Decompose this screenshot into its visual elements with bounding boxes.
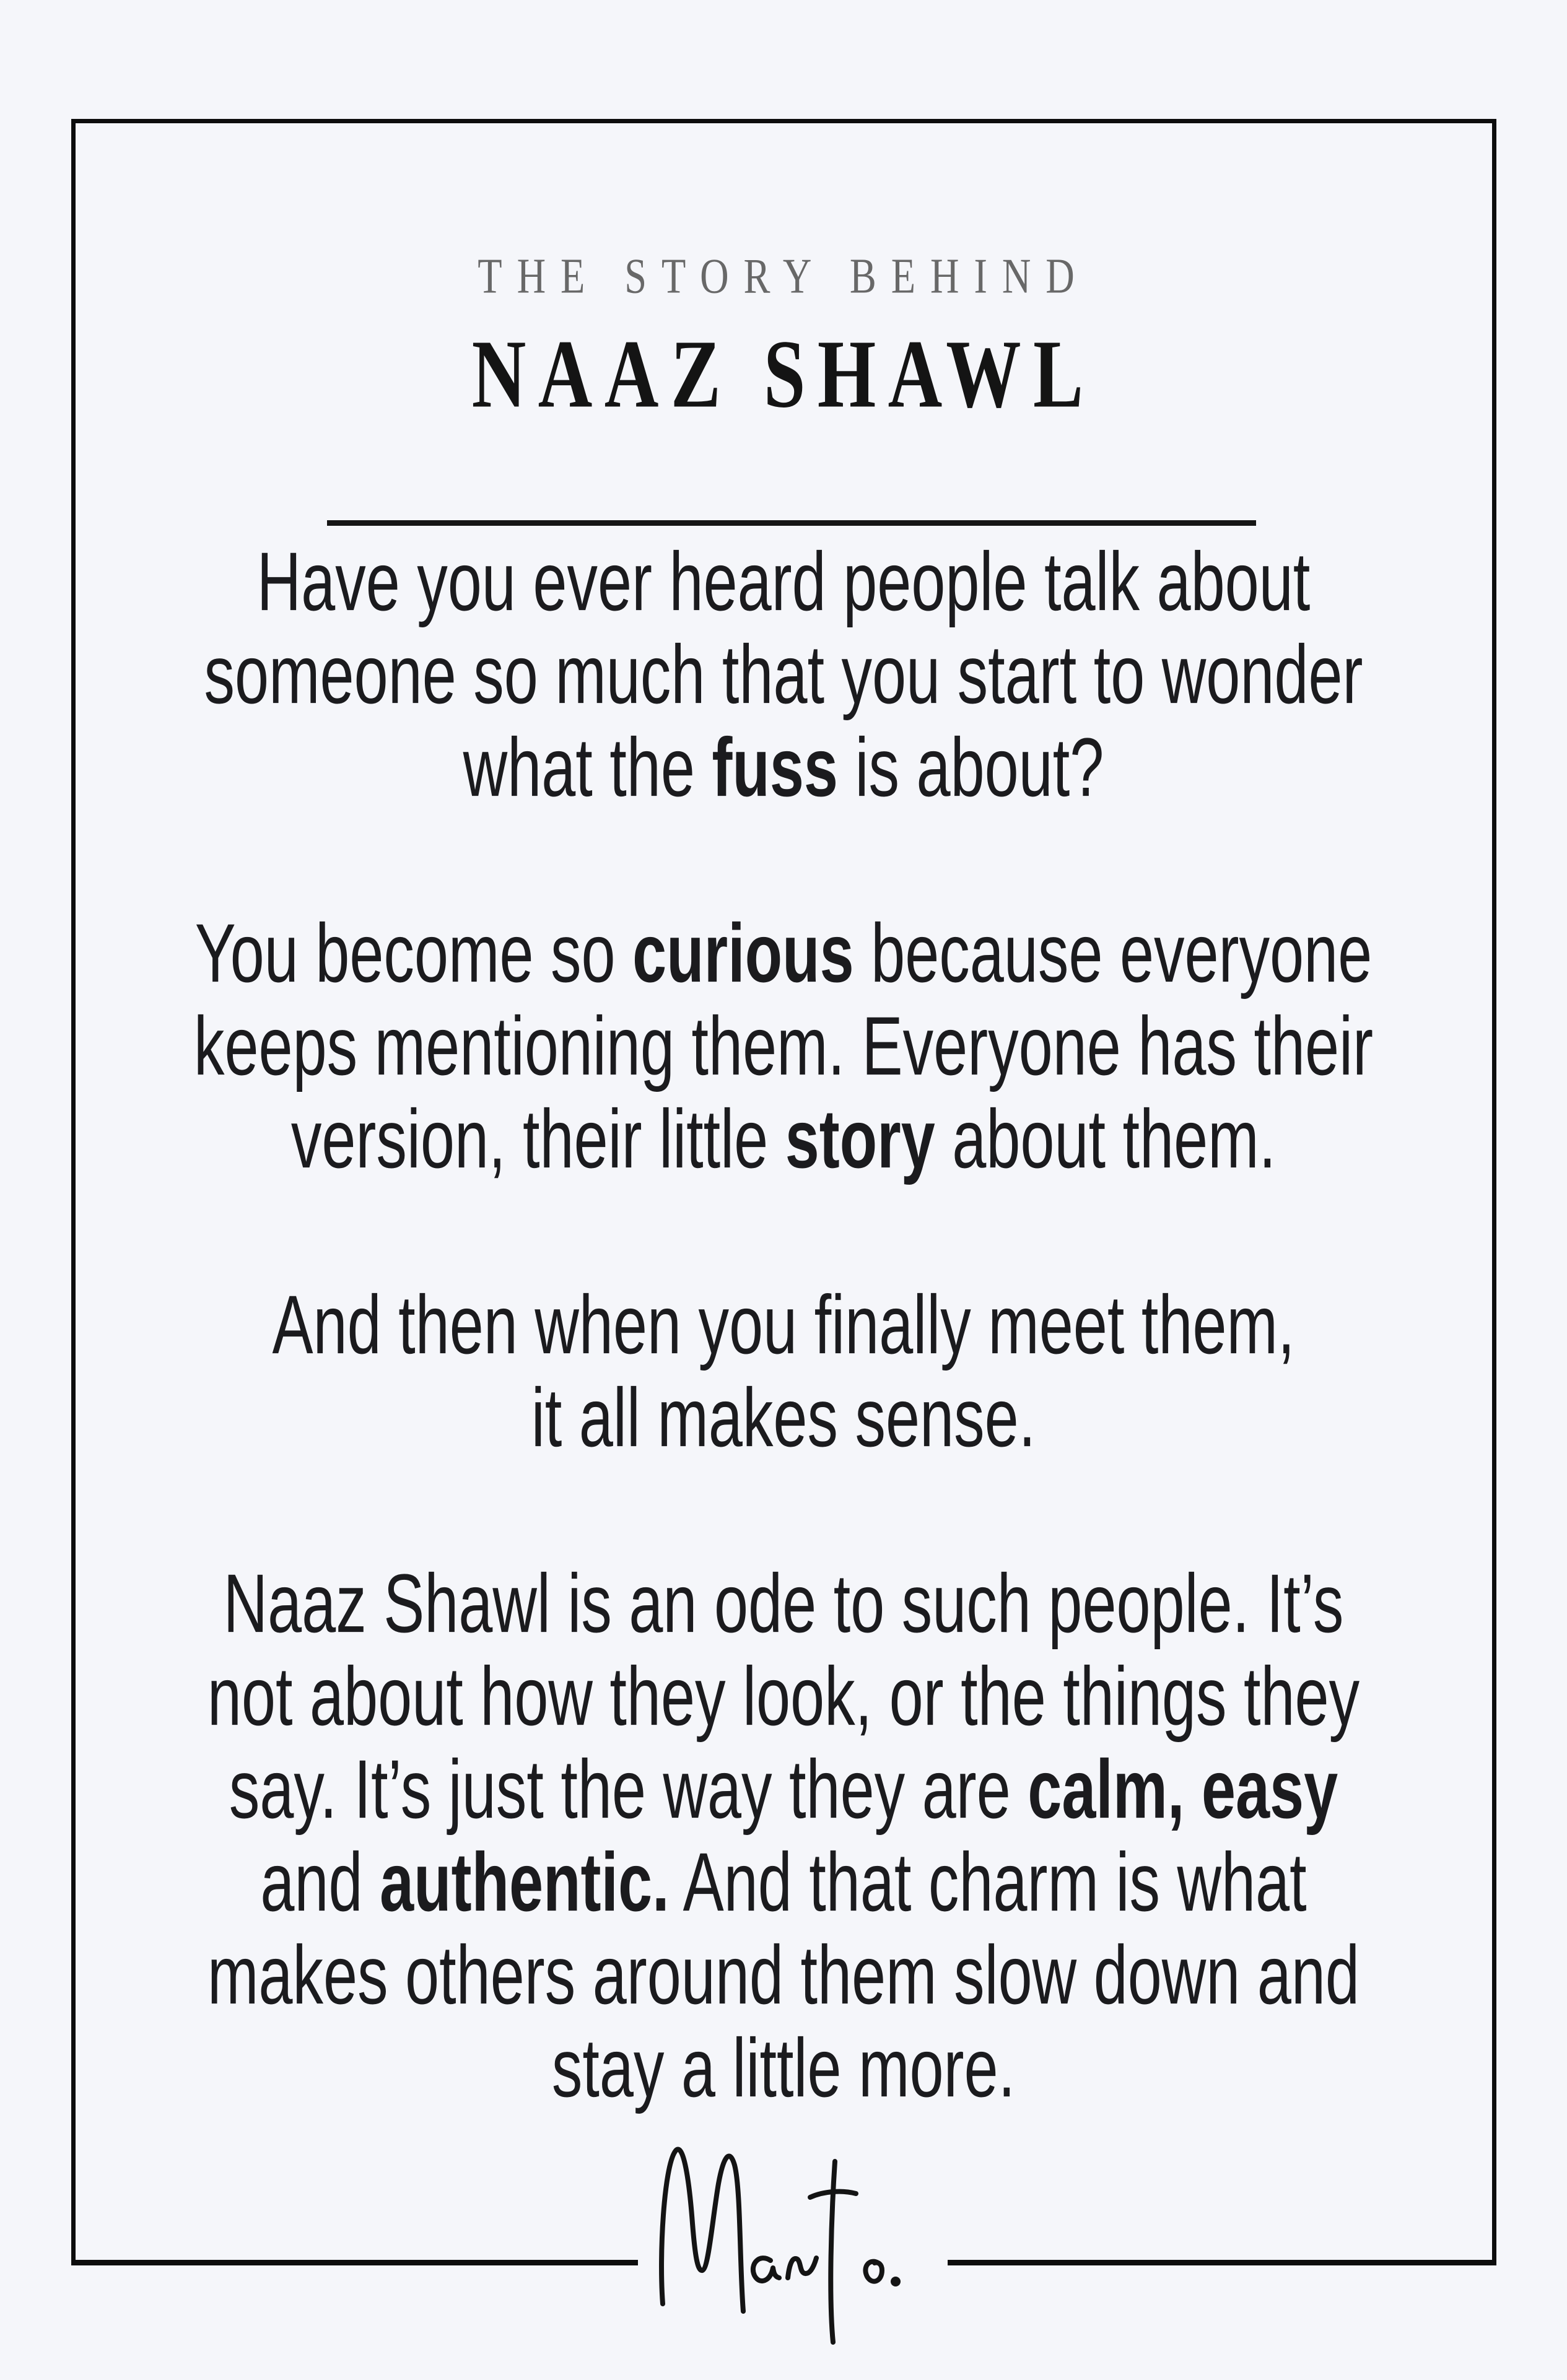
- body-paragraphs: [75, 536, 1492, 2115]
- emphasis-text: fuss: [712, 721, 839, 814]
- emphasis-text: story: [785, 1092, 935, 1186]
- signature-letter-o: [865, 2262, 882, 2282]
- emphasis-text: calm, easy: [1028, 1743, 1338, 1836]
- text-line: [146, 1083, 1421, 1197]
- body-text: and: [260, 1836, 380, 1929]
- signature-period: [891, 2277, 901, 2286]
- body-text: version, their little: [290, 1092, 785, 1186]
- paragraph: [75, 1279, 1492, 1465]
- emphasis-text: authentic.: [380, 1836, 670, 1929]
- paragraph: [75, 536, 1492, 814]
- body-text: And that charm is what: [669, 1836, 1307, 1929]
- body-text: not about how they look, or the things they: [207, 1650, 1360, 1743]
- body-text: Naaz Shawl is an ode to such people. It’s: [223, 1557, 1344, 1650]
- body-text: because everyone: [853, 907, 1373, 1000]
- signature-letter-a: [753, 2258, 779, 2281]
- body-text: makes others around them slow down and: [207, 1929, 1360, 2022]
- manto-signature-mark: [644, 2137, 929, 2360]
- frame-bottom-line-left: [71, 2260, 638, 2265]
- brand-signature: [644, 2137, 929, 2360]
- eyebrow-text: THE STORY BEHIND: [478, 249, 1089, 304]
- text-line: [146, 2012, 1421, 2125]
- text-line: [146, 712, 1421, 825]
- body-text: say. It’s just the way they are: [229, 1743, 1028, 1836]
- paragraph: [75, 907, 1492, 1186]
- body-text: is about?: [838, 721, 1104, 814]
- body-text: Have you ever heard people talk about: [256, 535, 1311, 629]
- body-text: someone so much that you start to wonder: [204, 628, 1363, 721]
- page-title: NAAZ SHAWL: [471, 320, 1096, 428]
- body-text: You become so: [194, 907, 633, 1000]
- body-text: keeps mentioning them. Everyone has their: [193, 1000, 1374, 1093]
- signature-letter-n: [788, 2258, 816, 2278]
- body-text: it all makes sense.: [531, 1371, 1036, 1465]
- paragraph: [75, 1558, 1492, 2115]
- frame-bottom-line-right: [948, 2260, 1496, 2265]
- signature-letter-m: [661, 2150, 743, 2311]
- body-text: what the: [463, 721, 712, 814]
- body-text: about them.: [935, 1092, 1277, 1186]
- signature-letter-t-stem: [831, 2161, 835, 2342]
- text-line: [146, 1362, 1421, 1475]
- body-text: stay a little more.: [551, 2021, 1016, 2115]
- emphasis-text: curious: [632, 907, 854, 1000]
- body-text: And then when you finally meet them,: [272, 1278, 1295, 1372]
